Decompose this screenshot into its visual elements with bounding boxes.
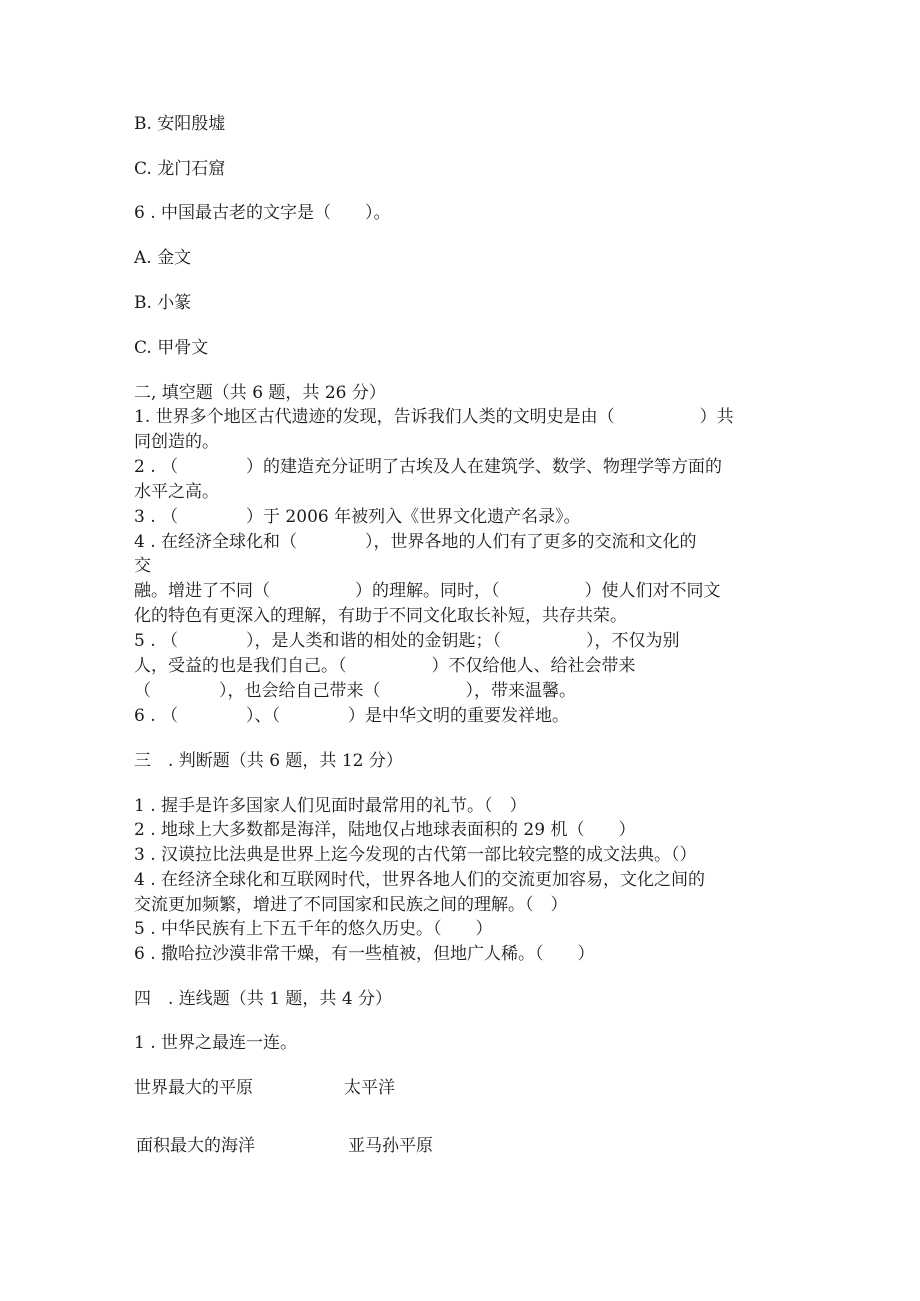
section3-line: 2 . 地球上大多数都是海洋，陆地仅占地球表面积的 29 机（ ）: [134, 820, 636, 840]
section2-line: 1. 世界多个地区古代遗迹的发现，告诉我们人类的文明史是由（ ）共: [134, 407, 734, 427]
section2-line: 融。增进了不同（ ）的理解。同时，（ ）使人们对不同文: [134, 581, 721, 601]
section3-line: 1 . 握手是许多国家人们见面时最常用的礼节。（ ）: [134, 796, 527, 816]
q6-question: 6 . 中国最古老的文字是（ ）。: [134, 203, 391, 223]
q5-option-b: B. 安阳殷墟: [134, 114, 226, 134]
section2-line: 2 . （ ）的建造充分证明了古埃及人在建筑学、数学、物理学等方面的: [134, 457, 723, 477]
section2-line: 6 . （ ）、（ ）是中华文明的重要发祥地。: [134, 706, 570, 726]
section3-line: 5 . 中华民族有上下五千年的悠久历史。（ ）: [134, 919, 493, 939]
section2-heading: 二, 填空题（共 6 题，共 26 分）: [134, 383, 386, 403]
section2-line: 同创造的。: [134, 432, 219, 452]
match-left-2: 面积最大的海洋: [136, 1136, 255, 1156]
match-right-1: 太平洋: [344, 1078, 395, 1098]
q6-option-a: A. 金文: [134, 248, 192, 268]
section2-line: 交: [134, 556, 151, 576]
section2-line: （ ），也会给自己带来（ ），带来温馨。: [134, 681, 576, 701]
section3-line: 3 . 汉谟拉比法典是世界上迄今发现的古代第一部比较完整的成文法典。（）: [134, 845, 697, 865]
section3-line: 4 . 在经济全球化和互联网时代，世界各地人们的交流更加容易，文化之间的: [134, 870, 706, 890]
q5-option-c: C. 龙门石窟: [134, 159, 226, 179]
section2-line: 3 . （ ）于 2006 年被列入《世界文化遗产名录》。: [134, 507, 581, 527]
section2-line: 化的特色有更深入的理解，有助于不同文化取长补短，共存共荣。: [134, 606, 627, 626]
match-left-1: 世界最大的平原: [134, 1078, 253, 1098]
section4-question: 1 . 世界之最连一连。: [134, 1033, 298, 1053]
section3-line: 6 . 撒哈拉沙漠非常干燥，有一些植被，但地广人稀。（ ）: [134, 944, 595, 964]
section4-heading: 四 . 连线题（共 1 题，共 4 分）: [134, 989, 393, 1009]
section2-line: 水平之高。: [134, 482, 219, 502]
section2-line: 人，受益的也是我们自己。（ ）不仅给他人、给社会带来: [134, 656, 636, 676]
match-right-2: 亚马孙平原: [348, 1136, 433, 1156]
section3-line: 交流更加频繁，增进了不同国家和民族之间的理解。（ ）: [134, 895, 568, 915]
section3-heading: 三 . 判断题（共 6 题，共 12 分）: [134, 751, 403, 771]
q6-option-c: C. 甲骨文: [134, 338, 209, 358]
section2-line: 5 . （ ），是人类和谐的相处的金钥匙；（ ），不仅为别: [134, 631, 680, 651]
q6-option-b: B. 小篆: [134, 293, 192, 313]
section2-line: 4 . 在经济全球化和（ ），世界各地的人们有了更多的交流和文化的: [134, 532, 697, 552]
